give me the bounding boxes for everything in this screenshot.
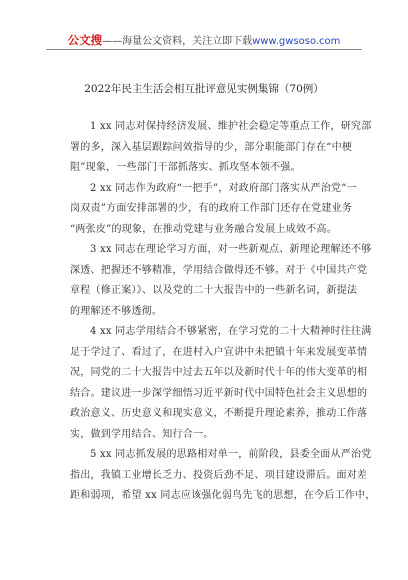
- paragraph-line: 署的多，深入基层跟踪问效指导的少，部分职能部门存在“中梗: [70, 141, 353, 153]
- paragraph-line: 阻”现象，一些部门干部抓落实、抓攻坚本领不强。: [70, 162, 301, 173]
- document-body: [70, 117, 376, 507]
- banner-url[interactable]: www.gwsoso.com: [252, 36, 341, 47]
- paragraph-line: 1 xx 同志对保持经济发展、维护社会稳定等重点工作，研究部: [90, 121, 372, 132]
- paragraph-line: 2 xx 同志作为政府“一把手”，对政府部门落实从严治党“一: [90, 182, 357, 194]
- paragraph-line: 况，同党的二十大报告中过去五年以及新时代十年的伟大变革的相: [70, 367, 368, 378]
- document-title: 2022年民主生活会相互批评意见实例集锦（70例）: [84, 83, 324, 95]
- site-banner: [0, 33, 408, 49]
- paragraph-line: 章程（修正案）》、以及党的二十大报告中的一些新名词，新提法: [70, 285, 358, 296]
- banner-slogan: ——海量公文资料，关注立即下载: [102, 36, 253, 47]
- paragraph: [70, 322, 372, 445]
- paragraph-line: 深透、把握还不够精准，学用结合做得还不够。对于《中国共产党: [70, 264, 368, 276]
- paragraph-line: 4 xx 同志学用结合不够紧密，在学习党的二十大精神时往往满: [90, 326, 372, 337]
- paragraph-line: “两张皮”的现象，在推动党建与业务融合发展上成效不高。: [70, 223, 337, 235]
- paragraph-line: 结合。建议进一步深学细悟习近平新时代中国特色社会主义思想的: [70, 387, 368, 399]
- paragraph: [70, 117, 372, 179]
- banner-divider: [46, 49, 362, 50]
- paragraph-line: 3 xx 同志在理论学习方面，对一些新观点、新理论理解还不够: [90, 244, 372, 255]
- paragraph-line: 岗双责”方面安排部署的少，有的政府工作部门还存在党建业务: [70, 203, 353, 214]
- paragraph-line: 指出，我镇工业增长乏力、投资后劲不足、项目建设滞后。面对差: [70, 469, 368, 481]
- paragraph: [70, 179, 357, 241]
- paragraph-line: 5 xx 同志抓发展的思路相对单一，前阶段，县委全面从严治党: [90, 449, 372, 460]
- paragraph-line: 实，做到学用结合、知行合一。: [70, 428, 214, 440]
- paragraph-line: 政治意义、历史意义和现实意义，不断提升理论素养，推动工作落: [70, 408, 368, 419]
- paragraph: [70, 240, 372, 322]
- paragraph-line: 的理解还不够透彻。: [70, 305, 163, 317]
- paragraph-line: 距和弱项，希望 xx 同志应该强化弱鸟先飞的思想，在今后工作中，: [70, 490, 376, 501]
- paragraph-line: 足于学过了、看过了，在进村入户宣讲中未把镇十年来发展变革情: [70, 346, 368, 358]
- paragraph: [70, 445, 376, 507]
- brand-name: 公文搜: [67, 33, 103, 47]
